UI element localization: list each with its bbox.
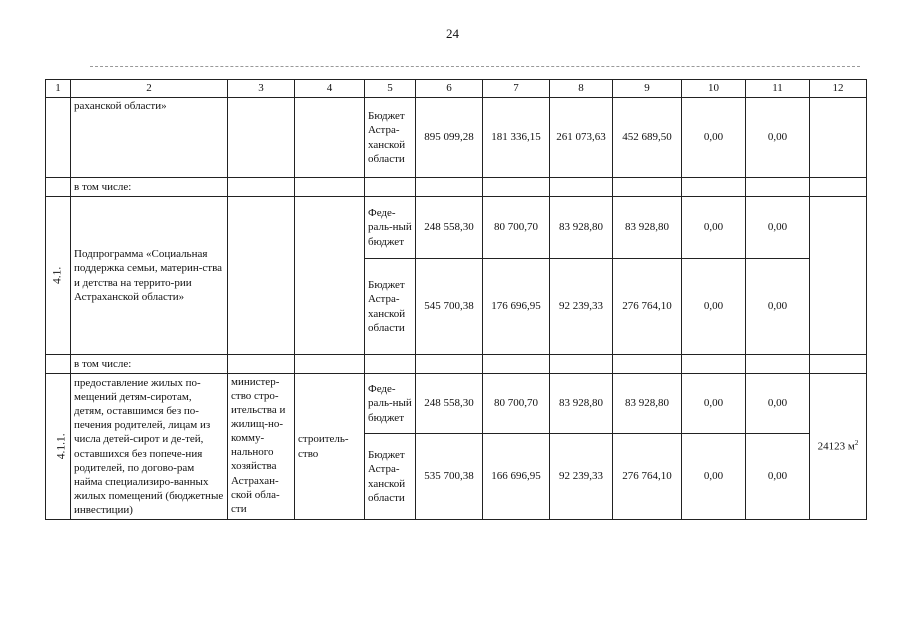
- amount-cell: 545 700,38: [416, 259, 483, 355]
- funding-source-cell: Бюджет Астра-ханской области: [365, 259, 416, 355]
- amount-cell: 535 700,38: [416, 434, 483, 520]
- executor-cell: [228, 197, 295, 355]
- indicator-unit-exponent: 2: [854, 439, 859, 448]
- amount-cell: 261 073,63: [550, 98, 613, 178]
- table-row: [46, 98, 867, 178]
- amount-cell: 92 239,33: [550, 259, 613, 355]
- empty-cell: [365, 355, 416, 374]
- amount-cell: 0,00: [682, 374, 746, 434]
- header-cell: 7: [483, 80, 550, 98]
- empty-cell: [295, 178, 365, 197]
- amount-cell: 0,00: [746, 374, 810, 434]
- item-number-cell: [46, 197, 71, 355]
- empty-cell: [295, 355, 365, 374]
- empty-cell: [550, 355, 613, 374]
- item-number-cell: [46, 374, 71, 520]
- empty-cell: [613, 178, 682, 197]
- table-row: [46, 374, 867, 434]
- direction-cell: [295, 197, 365, 355]
- table-header-row: [46, 80, 867, 98]
- empty-cell: [483, 178, 550, 197]
- amount-cell: 0,00: [746, 434, 810, 520]
- amount-cell: 895 099,28: [416, 98, 483, 178]
- program-name-cell: раханской области»: [71, 98, 228, 178]
- amount-cell: 248 558,30: [416, 197, 483, 259]
- empty-cell: [810, 355, 867, 374]
- amount-cell: 276 764,10: [613, 434, 682, 520]
- number-cell: [46, 355, 71, 374]
- including-label: в том числе:: [71, 355, 228, 374]
- item-number: 4.1.1.: [55, 433, 68, 460]
- empty-cell: [810, 178, 867, 197]
- indicator-cell: [810, 374, 867, 520]
- empty-cell: [746, 178, 810, 197]
- program-table: [45, 79, 867, 520]
- amount-cell: 83 928,80: [550, 374, 613, 434]
- number-cell: [46, 98, 71, 178]
- direction-cell: [295, 98, 365, 178]
- dashed-divider: [90, 66, 860, 67]
- subprogram-name-cell: Подпрограмма «Социальная поддержка семьи, материн-ства и детства на террито-рии Астраханской области»: [71, 197, 228, 355]
- header-cell: 8: [550, 80, 613, 98]
- empty-cell: [416, 178, 483, 197]
- header-cell: 9: [613, 80, 682, 98]
- indicator-value: 24123 м: [817, 440, 855, 453]
- amount-cell: 176 696,95: [483, 259, 550, 355]
- amount-cell: 83 928,80: [550, 197, 613, 259]
- amount-cell: 83 928,80: [613, 197, 682, 259]
- header-cell: 11: [746, 80, 810, 98]
- funding-source-cell: Феде-раль-ный бюджет: [365, 374, 416, 434]
- amount-cell: 166 696,95: [483, 434, 550, 520]
- header-cell: 4: [295, 80, 365, 98]
- amount-cell: 0,00: [682, 197, 746, 259]
- amount-cell: 452 689,50: [613, 98, 682, 178]
- amount-cell: 276 764,10: [613, 259, 682, 355]
- header-cell: 3: [228, 80, 295, 98]
- executor-cell: министер-ство стро-ительства и жилищ-но-комму-нального хозяйства Астрахан-ской обла-сти: [228, 374, 295, 520]
- header-cell: 12: [810, 80, 867, 98]
- amount-cell: 0,00: [682, 259, 746, 355]
- header-cell: 1: [46, 80, 71, 98]
- amount-cell: 83 928,80: [613, 374, 682, 434]
- header-cell: 5: [365, 80, 416, 98]
- header-cell: 6: [416, 80, 483, 98]
- empty-cell: [228, 178, 295, 197]
- amount-cell: 80 700,70: [483, 197, 550, 259]
- direction-cell: строитель-ство: [295, 374, 365, 520]
- empty-cell: [613, 355, 682, 374]
- table-row: [46, 197, 867, 259]
- amount-cell: 0,00: [746, 98, 810, 178]
- header-cell: 2: [71, 80, 228, 98]
- indicator-cell: [810, 98, 867, 178]
- number-cell: [46, 178, 71, 197]
- empty-cell: [682, 355, 746, 374]
- empty-cell: [682, 178, 746, 197]
- empty-cell: [550, 178, 613, 197]
- table-row: [46, 178, 867, 197]
- including-label: в том числе:: [71, 178, 228, 197]
- header-cell: 10: [682, 80, 746, 98]
- funding-source-cell: Феде-раль-ный бюджет: [365, 197, 416, 259]
- amount-cell: 181 336,15: [483, 98, 550, 178]
- funding-source-cell: Бюджет Астра-ханской области: [365, 98, 416, 178]
- activity-name-cell: предоставление жилых по-мещений детям-сиротам, детям, оставшимся без по-печения родителей, лицам из числа детей-сирот и де-тей, оставшихся без попече-ния родителей, по догово-рам найма специализиро-ванных жилых помещений (бюджетные инвестиции): [71, 374, 228, 520]
- funding-source-cell: Бюджет Астра-ханской области: [365, 434, 416, 520]
- amount-cell: 80 700,70: [483, 374, 550, 434]
- indicator-cell: [810, 197, 867, 355]
- amount-cell: 0,00: [746, 197, 810, 259]
- table-row: [46, 355, 867, 374]
- page-number: 24: [446, 26, 459, 41]
- amount-cell: 92 239,33: [550, 434, 613, 520]
- amount-cell: 0,00: [746, 259, 810, 355]
- amount-cell: 0,00: [682, 98, 746, 178]
- amount-cell: 0,00: [682, 434, 746, 520]
- empty-cell: [228, 355, 295, 374]
- executor-cell: [228, 98, 295, 178]
- empty-cell: [416, 355, 483, 374]
- empty-cell: [365, 178, 416, 197]
- amount-cell: 248 558,30: [416, 374, 483, 434]
- item-number: 4.1.: [51, 266, 64, 285]
- empty-cell: [746, 355, 810, 374]
- empty-cell: [483, 355, 550, 374]
